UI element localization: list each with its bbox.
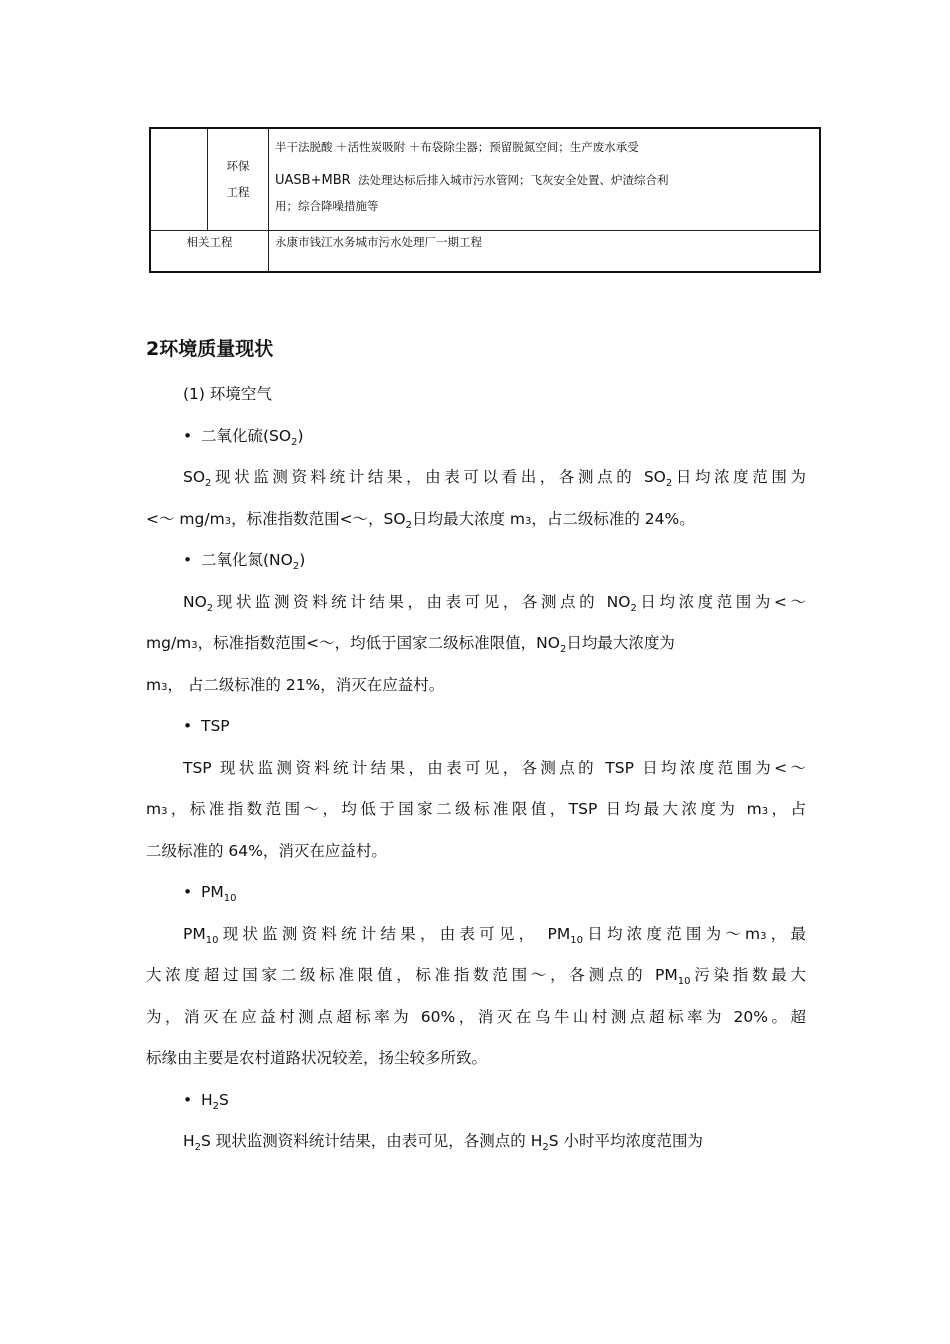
h2s-heading: • $H_2S$ — [183, 1090, 229, 1112]
env-line-1: 半干法脱酸 ＋活性炭吸附 ＋布袋除尘器；预留脱氮空间；生产废水承受 — [275, 140, 639, 154]
env-content-cell — [269, 128, 821, 231]
no2-para-line2: mg/m3，标准指数范围<～，均低于国家二级标准限值，$NO_2$日均最大浓度为 — [146, 634, 675, 655]
tsp-para-line3: 二级标准的 64%，消灭在应益村。 — [146, 841, 387, 860]
so2-para-line1: $SO_2$现状监测资料统计结果，由表可以看出，各测点的 $SO_2$日均浓度范围为 — [183, 468, 806, 489]
table-row-related — [150, 231, 820, 273]
env-label-1: 环保 — [226, 158, 250, 173]
env-label-2: 工程 — [226, 184, 250, 199]
pm10-para-line2: 大浓度超过国家二级标准限值，标准指数范围～，各测点的 $PM_{10}$污染指数最大 — [146, 966, 806, 987]
tsp-para-line2: m3，标准指数范围～，均低于国家二级标准限值，TSP 日均最大浓度为 m3，占 — [146, 800, 806, 818]
subsection-air: (1) 环境空气 — [183, 385, 272, 403]
table-row-env — [150, 128, 820, 231]
so2-para-line2: <～ mg/m3，标准指数范围<～，$SO_2$日均最大浓度 m3，占二级标准的 24%。 — [146, 509, 695, 531]
pm10-para-line4: 标缘由主要是农村道路状况较差，扬尘较多所致。 — [146, 1049, 488, 1067]
env-line-3: 用；综合降噪措施等 — [275, 199, 379, 214]
document-body — [146, 374, 806, 1163]
no2-para-line1: $NO_2$现状监测资料统计结果，由表可见，各测点的 $NO_2$日均浓度范围为<～ — [183, 592, 806, 614]
pm10-heading: • $PM_{10}$ — [183, 883, 237, 904]
no2-heading: • 二氧化氮$(NO_2)$ — [183, 551, 306, 572]
no2-para-line3: m3， 占二级标准的 21%，消灭在应益村。 — [146, 675, 445, 694]
env-line-2: UASB+MBR 法处理达标后排入城市污水管网；飞灰安全处置、炉渣综合利 — [275, 172, 669, 188]
related-label: 相关工程 — [150, 231, 269, 273]
pm10-para-line3: 为，消灭在应益村测点超标率为 60%，消灭在乌牛山村测点超标率为 20%。超 — [146, 1007, 806, 1026]
table-cell-empty — [150, 128, 208, 231]
pm10-para-line1: $PM_{10}$现状监测资料统计结果，由表可见， $PM_{10}$日均浓度范围为～m3，最 — [183, 924, 806, 946]
section-title: 2环境质量现状 — [146, 338, 274, 360]
related-value: 永康市钱江水务城市污水处理厂一期工程 — [269, 231, 821, 273]
project-table — [149, 127, 821, 273]
tsp-para-line1: TSP 现状监测资料统计结果，由表可见，各测点的 TSP 日均浓度范围为<～ — [183, 758, 806, 777]
tsp-heading: • TSP — [183, 717, 230, 735]
h2s-para-line1: $H_2S$ 现状监测资料统计结果，由表可见，各测点的 $H_2S$ 小时平均浓度范围为 — [183, 1132, 704, 1153]
env-label-cell — [208, 128, 269, 231]
so2-heading: • 二氧化硫$(SO_2)$ — [183, 426, 304, 448]
